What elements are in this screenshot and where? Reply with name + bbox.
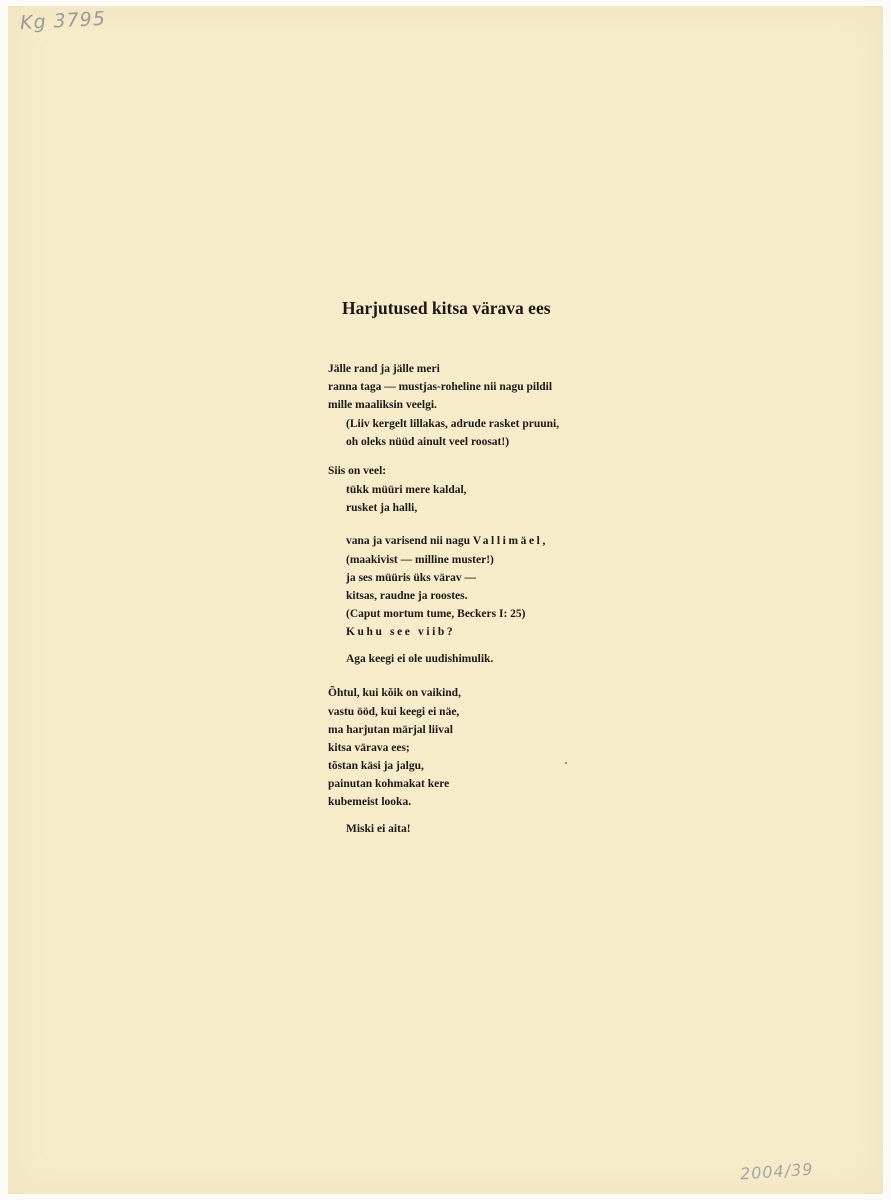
poem-line: painutan kohmakat kere <box>328 778 450 790</box>
poem-line: mille maaliksin veelgi. <box>328 399 437 411</box>
poem-line: Siis on veel: <box>328 465 387 477</box>
poem-line: Miski ei aita! <box>346 823 411 835</box>
poem-line: kitsa värava ees; <box>328 742 410 754</box>
poem-line: Õhtul, kui kõik on vaikind, <box>328 687 461 699</box>
poem-line: tükk müüri mere kaldal, <box>346 484 467 496</box>
poem-line: vastu ööd, kui keegi ei näe, <box>328 706 460 718</box>
accession-number-annotation: 2004/39 <box>739 1159 815 1184</box>
poem-line <box>346 626 455 639</box>
poem-line: ma harjutan märjal liival <box>328 724 453 736</box>
poem-line: tõstan käsi ja jalgu, <box>328 760 424 772</box>
poem-line: rusket ja halli, <box>346 502 418 514</box>
poem-line: ranna taga — mustjas-roheline nii nagu pildil <box>328 381 553 393</box>
archive-number-annotation: Kg 3795 <box>19 7 107 35</box>
spaced-emphasis: Vallimäel, <box>472 535 548 547</box>
poem-line: ja ses müüris üks värav — <box>346 572 477 584</box>
poem-title: Harjutused kitsa värava ees <box>342 298 551 318</box>
spaced-emphasis: Kuhu see viib? <box>346 626 456 638</box>
paper-speck <box>565 762 567 764</box>
poem-line: (Liiv kergelt lillakas, adrude rasket pruuni, <box>346 418 560 430</box>
poem-line: Aga keegi ei ole uudishimulik. <box>346 653 494 665</box>
poem-line: oh oleks nüüd ainult veel roosat!) <box>346 436 510 448</box>
poem-line: (Caput mortum tume, Beckers I: 25) <box>346 608 526 620</box>
poem-line: kitsas, raudne ja roostes. <box>346 590 468 602</box>
poem-line: vana ja varisend nii nagu Vallimäel, <box>346 535 548 547</box>
poem-line: Jälle rand ja jälle meri <box>328 363 440 375</box>
poem-line: (maakivist — milline muster!) <box>346 554 494 566</box>
poem-line: kubemeist looka. <box>328 796 412 808</box>
